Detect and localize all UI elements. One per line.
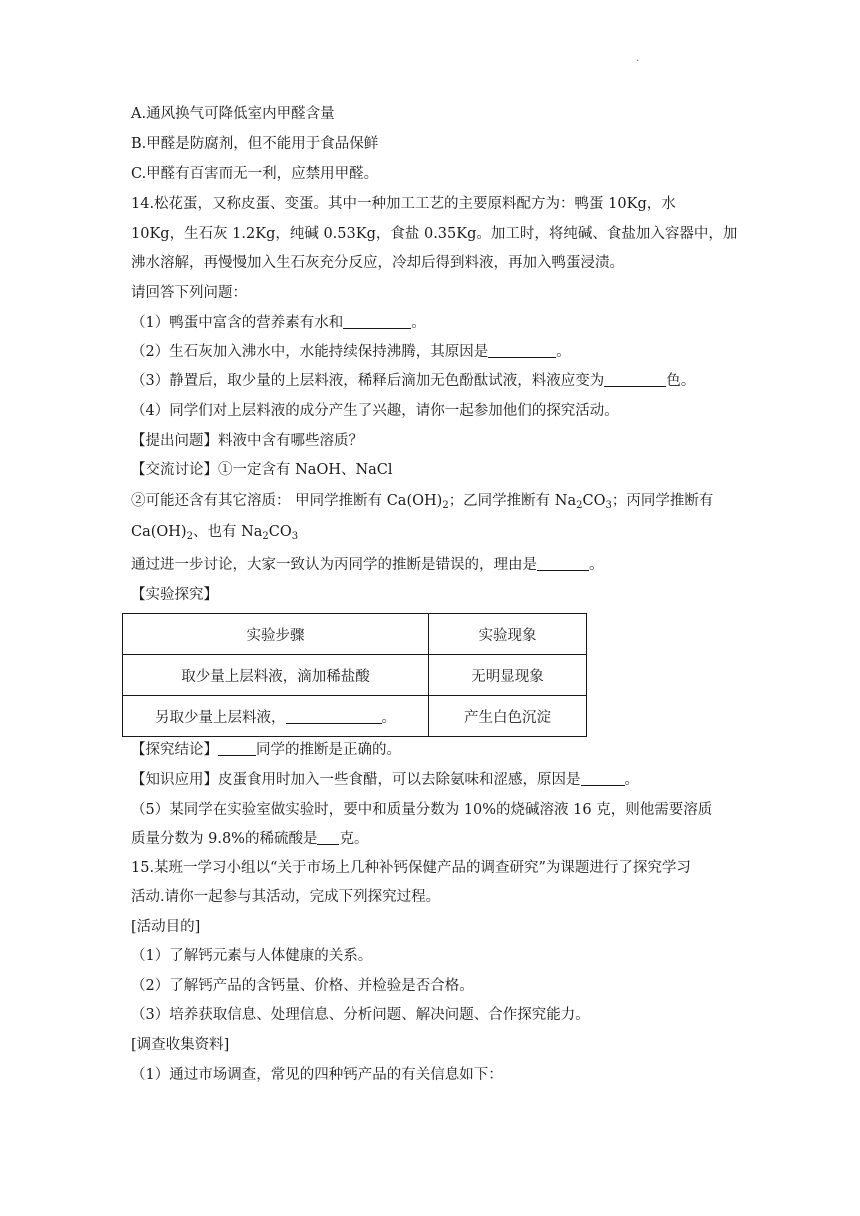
subscript: 2 [262,531,269,542]
q14-sub3-text: （3）静置后，取少量的上层料液，稀释后滴加无色酚酞试液，料液应变为 [131,373,605,389]
q14-sub4: （4）同学们对上层料液的成分产生了兴趣，请你一起参加他们的探究活动。 [131,403,619,419]
raise-question: 【提出问题】料液中含有哪些溶质？ [131,433,363,449]
table-header-row [123,614,587,655]
possible-solutes-cont [131,522,298,542]
q15-line1: 15.某班一学习小组以“关于市场上几种补钙保健产品的调查研究”为课题进行了探究学习 [131,860,691,876]
subscript: 2 [576,500,583,511]
answer-blank[interactable] [488,343,556,358]
reason-end: 。 [589,557,604,573]
q5-end: 克。 [339,831,369,847]
possible-d: ；丙同学推断有 [611,493,714,509]
phenomenon-cell: 无明显现象 [429,655,587,696]
step-text: 另取少量上层料液， [155,709,286,726]
subscript: 3 [605,500,612,511]
survey-heading: [调查收集资料] [131,1037,230,1053]
answer-blank[interactable] [218,741,256,756]
header-dot: · [636,56,640,67]
goal-1: （1）了解钙元素与人体健康的关系。 [131,948,373,964]
answer-blank[interactable] [317,830,339,845]
goal-2: （2）了解钙产品的含钙量、价格、并检验是否合格。 [131,978,474,994]
subscript: 2 [186,531,193,542]
experiment-table [122,613,587,737]
answer-blank[interactable] [537,556,589,571]
header-phenomena: 实验现象 [429,614,587,655]
application-line [131,770,639,790]
q14-sub5-line1: （5）某同学在实验室做实验时，要中和质量分数为 10%的烧碱溶液 16 克，则他需要溶质 [131,802,713,818]
cont-b: 、也有 Na [192,524,263,540]
subscript: 3 [291,531,299,542]
answer-blank[interactable] [581,771,625,786]
table-row [123,655,587,696]
phenomenon-cell: 产生白色沉淀 [429,696,587,737]
q14-sub3-end: 色。 [666,373,696,389]
header-steps: 实验步骤 [123,614,429,655]
step-cell [123,696,429,737]
goal-3: （3）培养获取信息、处理信息、分析问题、解决问题、合作探究能力。 [131,1007,590,1023]
q14-intro-line2: 10Kg，生石灰 1.2Kg，纯碱 0.53Kg，食盐 0.35Kg。加工时，将纯碱、食盐加入容器中，加 [131,226,738,242]
cont-c: CO [268,524,292,540]
survey-1: （1）通过市场调查，常见的四种钙产品的有关信息如下： [131,1067,503,1083]
conclusion-text: 同学的推断是正确的。 [256,742,401,758]
q14-sub2-end: 。 [556,344,571,360]
possible-c: CO [582,493,606,509]
q14-prompt: 请回答下列问题： [131,285,247,301]
option-b: B.甲醛是防腐剂，但不能用于食品保鲜 [131,136,379,152]
possible-solutes [131,491,713,511]
reason-text: 通过进一步讨论，大家一致认为丙同学的推断是错误的，理由是 [131,557,537,573]
option-c: C.甲醛有百害而无一利，应禁用甲醛。 [131,166,379,182]
option-a: A.通风换气可降低室内甲醛含量 [131,106,335,122]
answer-blank[interactable] [286,709,382,724]
q14-intro-line3: 沸水溶解，再慢慢加入生石灰充分反应，冷却后得到料液，再加入鸭蛋浸渍。 [131,255,624,271]
conclusion-label: 【探究结论】 [131,742,218,758]
q14-sub2-text: （2）生石灰加入沸水中，水能持续保持沸腾，其原因是 [131,344,489,360]
discussion: 【交流讨论】①一定含有 NaOH、NaCl [131,462,393,478]
q14-sub5-line2 [131,829,368,849]
q15-line2: 活动.请你一起参与其活动，完成下列探究过程。 [131,889,441,905]
step-end: 。 [381,709,396,726]
possible-a: ②可能还含有其它溶质： 甲同学推断有 Ca(OH) [131,493,443,509]
cont-a: Ca(OH) [131,524,187,540]
q14-sub1-text: （1）鸭蛋中富含的营养素有水和 [131,315,344,331]
table-row [123,696,587,737]
q14-intro-line1: 14.松花蛋，又称皮蛋、变蛋。其中一种加工工艺的主要原料配方为：鸭蛋 10Kg，水 [131,196,676,212]
application-text: 【知识应用】皮蛋食用时加入一些食醋，可以去除氨味和涩感，原因是 [131,772,581,788]
activity-goal-heading: [活动目的] [131,919,201,935]
q14-sub1 [131,313,426,333]
application-end: 。 [624,772,639,788]
q5-text: 质量分数为 9.8%的稀硫酸是 [131,831,318,847]
answer-blank[interactable] [343,314,411,329]
subscript: 2 [442,500,449,511]
reason-line [131,555,604,575]
answer-blank[interactable] [604,372,666,387]
experiment-title: 【实验探究】 [131,587,218,603]
step-cell: 取少量上层料液，滴加稀盐酸 [123,655,429,696]
possible-b: ；乙同学推断有 Na [448,493,577,509]
q14-sub3 [131,371,695,391]
q14-sub2 [131,342,571,362]
q14-sub1-end: 。 [411,315,426,331]
conclusion-line [131,740,401,760]
